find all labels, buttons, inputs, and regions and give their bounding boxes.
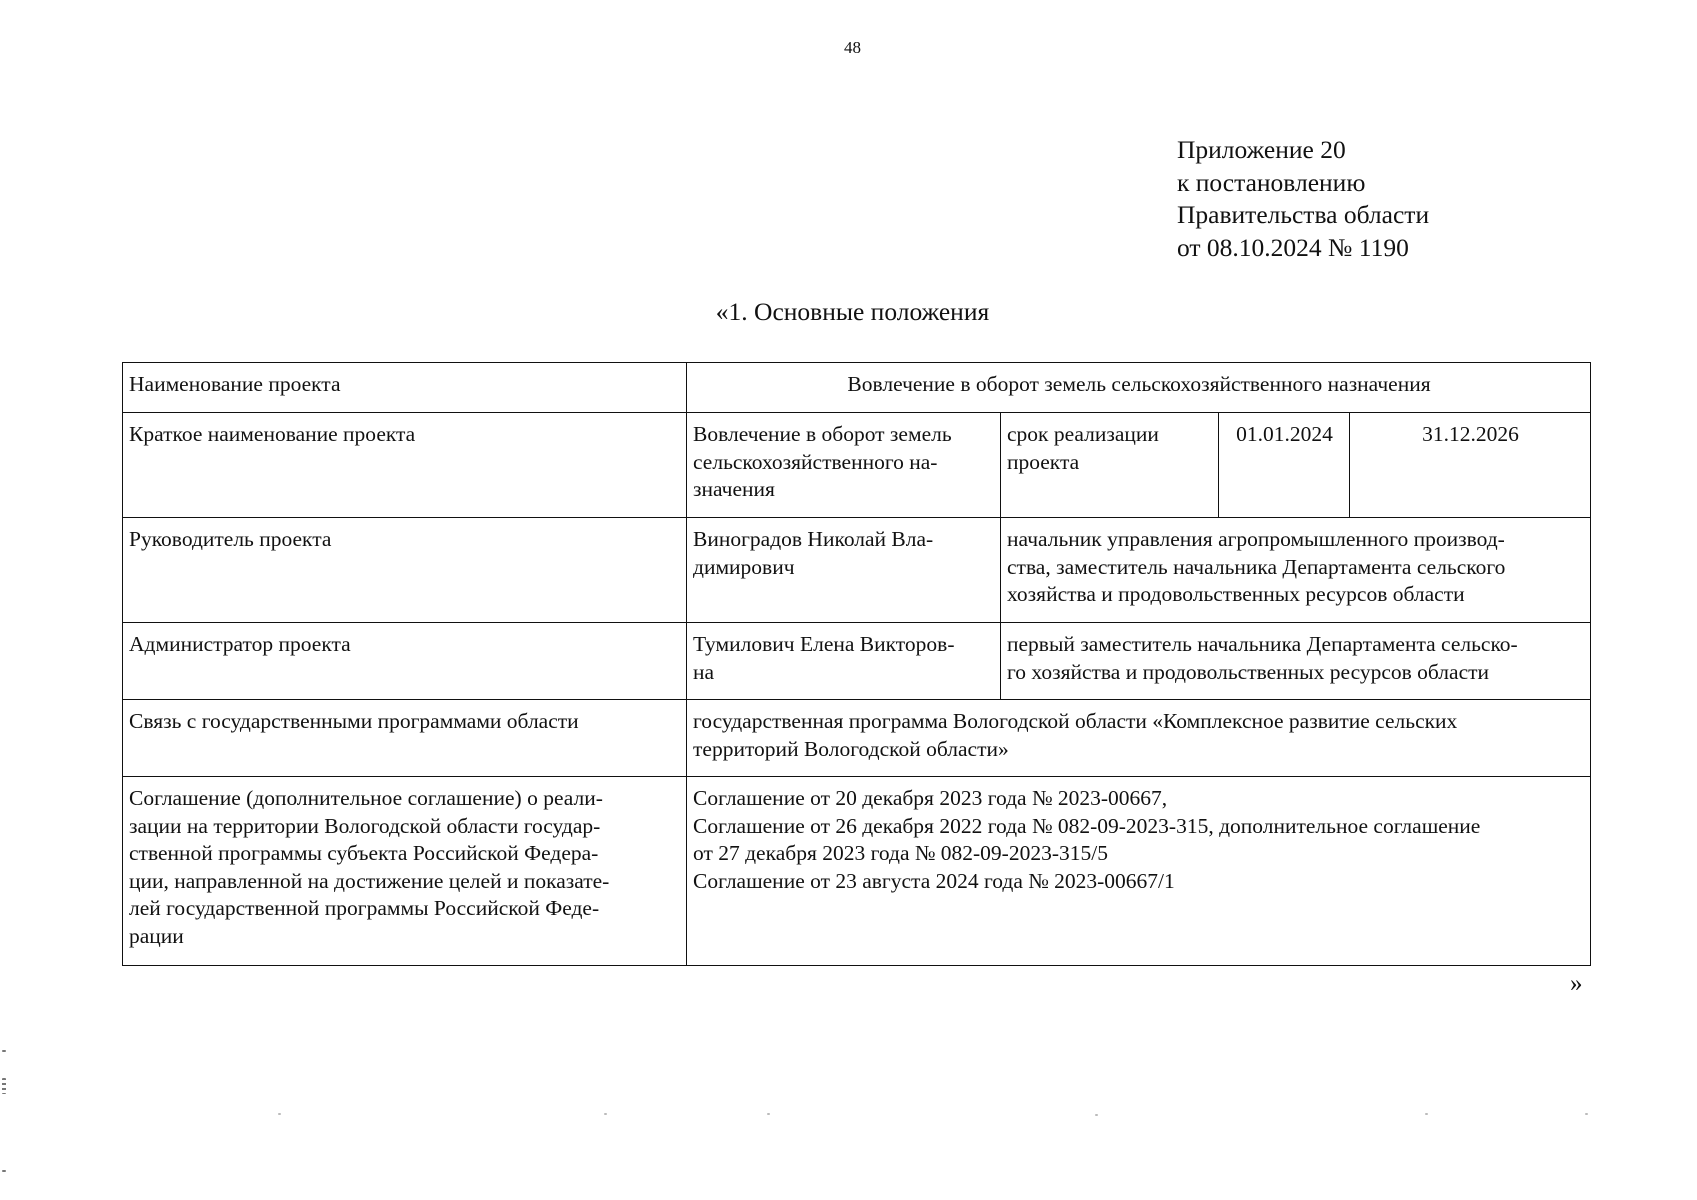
project-head-position (1001, 518, 1591, 623)
agreement-line: Соглашение от 20 декабря 2023 года № 2023-00667, (693, 786, 1168, 810)
agreements-label-line: ции, направленной на достижение целей и показате- (129, 868, 610, 893)
scan-artifact (2, 1170, 6, 1172)
project-head-label: Руководитель проекта (123, 518, 687, 623)
position-line: первый заместитель начальника Департамента сельско- (1007, 632, 1518, 656)
table-row-project-head (123, 518, 1591, 623)
table-row-state-programs (123, 700, 1591, 777)
agreement-line: Соглашение от 26 декабря 2022 года № 082-09-2023-315, дополнительное соглашение (693, 813, 1481, 838)
project-name-value: Вовлечение в оборот земель сельскохозяйственного назначения (687, 363, 1591, 413)
agreements-label-line: зации на территории Вологодской области государ- (129, 813, 601, 838)
position-line: ства, заместитель начальника Департамента сельского (1007, 554, 1506, 579)
agreement-line: от 27 декабря 2023 года № 082-09-2023-315/5 (693, 841, 1108, 865)
period-label-line: проекта (1007, 449, 1080, 474)
agreements-label (123, 777, 687, 966)
short-name-label: Краткое наименование проекта (123, 413, 687, 518)
position-line: начальник управления агропромышленного производ- (1007, 527, 1505, 551)
scan-artifact (1095, 1114, 1098, 1116)
scan-artifact (278, 1113, 281, 1115)
table-row-short-name (123, 413, 1591, 518)
scan-artifact (604, 1113, 607, 1115)
scan-artifact (1585, 1113, 1588, 1115)
project-passport-table (122, 362, 1591, 966)
end-date: 31.12.2026 (1350, 413, 1591, 518)
name-line: Тумилович Елена Викторов- (693, 632, 955, 656)
start-date: 01.01.2024 (1219, 413, 1350, 518)
annex-line: Правительства области (1177, 200, 1430, 229)
agreements-label-line: лей государственной программы Российской Феде- (129, 896, 600, 920)
annex-line: Приложение 20 (1177, 135, 1346, 164)
agreement-line: Соглашение от 23 августа 2024 года № 2023-00667/1 (693, 868, 1175, 893)
program-line: территорий Вологодской области» (693, 736, 1009, 761)
state-programs-value (687, 700, 1591, 777)
agreements-label-line: ственной программы субъекта Российской Федера- (129, 841, 599, 865)
annex-line: от 08.10.2024 № 1190 (1177, 232, 1409, 262)
agreements-value (687, 777, 1591, 966)
project-admin-position (1001, 623, 1591, 700)
project-name-label: Наименование проекта (123, 363, 687, 413)
annex-header (1177, 134, 1429, 264)
scan-artifact (2, 1050, 6, 1052)
agreements-label-line: Соглашение (дополнительное соглашение) о реали- (129, 786, 603, 810)
scan-artifact (1425, 1113, 1428, 1115)
scan-artifact (767, 1113, 770, 1115)
name-line: димирович (693, 554, 795, 579)
short-name-line: сельскохозяйственного на- (693, 449, 938, 474)
page-number: 48 (844, 38, 861, 57)
section-title: «1. Основные положения (715, 297, 990, 326)
program-line: государственная программа Вологодской области «Комплексное развитие сельских (693, 709, 1458, 733)
scan-artifact (2, 1078, 6, 1094)
state-programs-label: Связь с государственными программами области (123, 700, 687, 777)
table-row-project-name (123, 363, 1591, 413)
closing-quote: » (1570, 970, 1583, 997)
annex-line: к постановлению (1177, 167, 1366, 197)
short-name-line: значения (693, 477, 775, 501)
project-head-name (687, 518, 1001, 623)
name-line: Виноградов Николай Вла- (693, 527, 934, 551)
table-row-agreements (123, 777, 1591, 966)
implementation-period-label (1001, 413, 1219, 518)
project-admin-label: Администратор проекта (123, 623, 687, 700)
position-line: го хозяйства и продовольственных ресурсов области (1007, 659, 1490, 684)
name-line: на (693, 659, 715, 684)
period-label-line: срок реализации (1007, 422, 1159, 446)
agreements-label-line: рации (129, 923, 184, 948)
short-name-line: Вовлечение в оборот земель (693, 422, 952, 446)
position-line: хозяйства и продовольственных ресурсов области (1007, 582, 1465, 606)
project-admin-name (687, 623, 1001, 700)
table-row-project-admin (123, 623, 1591, 700)
short-name-value (687, 413, 1001, 518)
